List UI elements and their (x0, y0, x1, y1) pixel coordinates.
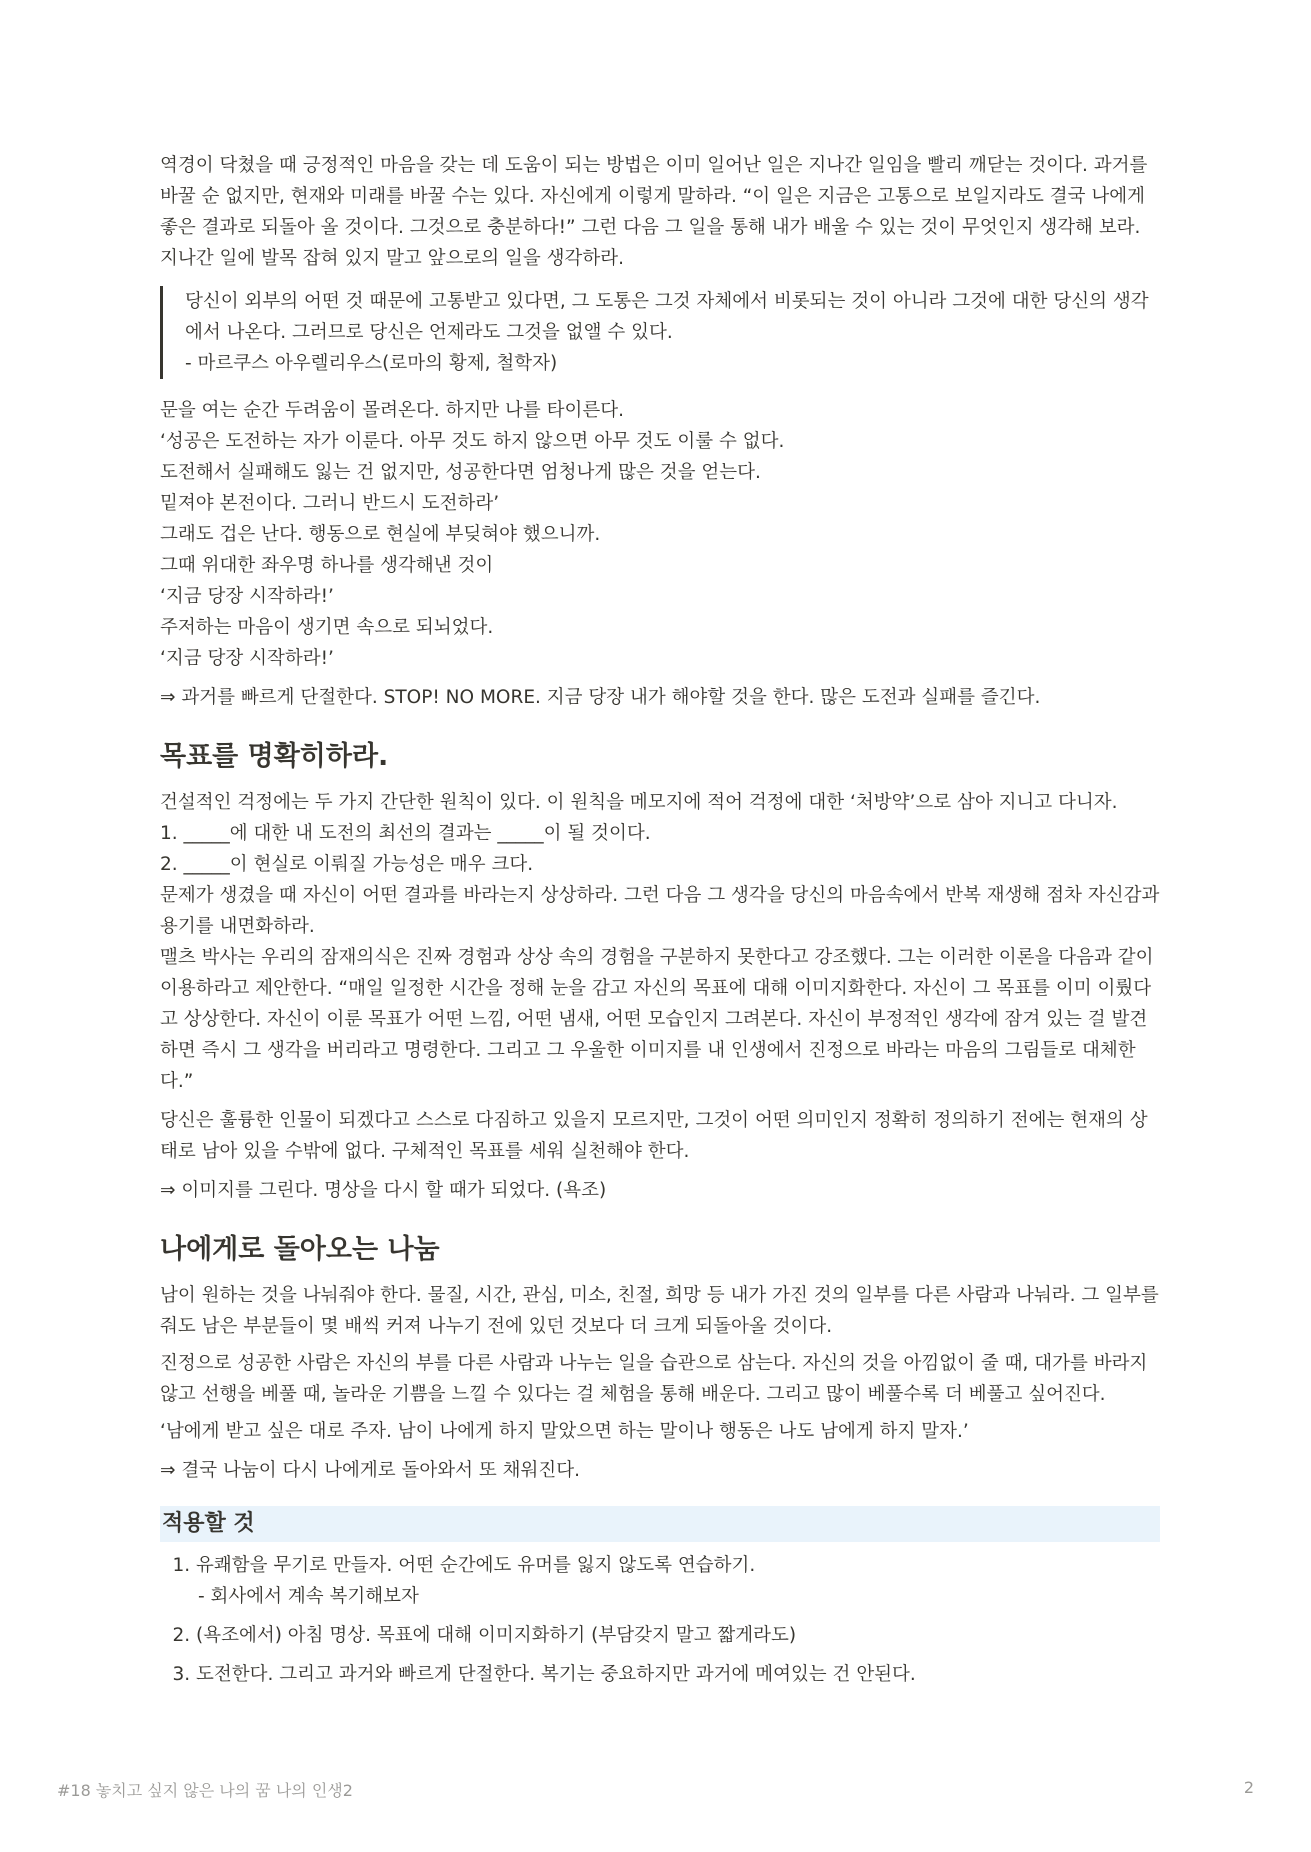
sharing-paragraph-3: ‘남에게 받고 싶은 대로 주자. 남이 나에게 하지 말았으면 하는 말이나 행동은 나도 남에게 하지 말자.’ (160, 1421, 969, 1442)
text-line: ‘지금 당장 시작하라!’ (160, 648, 334, 669)
text-line: 1. _____에 대한 내 도전의 최선의 결과는 _____이 될 것이다. (160, 823, 651, 844)
text-line: 도전해서 실패해도 잃는 건 없지만, 성공한다면 엄청나게 많은 것을 얻는다. (160, 462, 761, 483)
goals-lines (160, 787, 1160, 1097)
intro-paragraph: 역경이 닥쳤을 때 긍정적인 마음을 갖는 데 도움이 되는 방법은 이미 일어난 일은 지나간 일임을 빨리 깨닫는 것이다. 과거를 바꿀 순 없지만, 현재와 미래를 바꿀 수는 있다. 자신에게 이렇게 말하라. “이 일은 지금은 고통으로 보일지라도 결국 나에게 좋은 결과로 되돌아 올 것이다. 그것으로 충분하다!” 그런 다음 그 일을 통해 내가 배울 수 있는 것이 무엇인지 생각해 보라. 지나간 일에 발목 잡혀 있지 말고 앞으로의 일을 생각하라. (160, 155, 1148, 269)
text-line: 건설적인 걱정에는 두 가지 간단한 원칙이 있다. 이 원칙을 메모지에 적어 걱정에 대한 ‘처방약’으로 삼아 지니고 다니자. (160, 792, 1118, 813)
intro-conclusion: ⇒ 과거를 빠르게 단절한다. STOP! NO MORE. 지금 당장 내가 해야할 것을 한다. 많은 도전과 실패를 즐긴다. (160, 687, 1041, 708)
list-item-text: (욕조에서) 아침 명상. 목표에 대해 이미지화하기 (부담갖지 말고 짧게라도) (196, 1625, 797, 1646)
list-item (196, 1659, 1160, 1690)
text-line: 그래도 겁은 난다. 행동으로 현실에 부딪혀야 했으니까. (160, 524, 601, 545)
text-line: 그때 위대한 좌우명 하나를 생각해낸 것이 (160, 555, 494, 576)
text-line: ‘성공은 도전하는 자가 이룬다. 아무 것도 하지 않으면 아무 것도 이룰 수 없다. (160, 431, 785, 452)
sharing-paragraph-2: 진정으로 성공한 사람은 자신의 부를 다른 사람과 나누는 일을 습관으로 삼는다. 자신의 것을 아낌없이 줄 때, 대가를 바라지 않고 선행을 베풀 때, 놀라운 기쁨을 느낄 수 있다는 걸 체험을 통해 배운다. 그리고 많이 베풀수록 더 베풀고 싶어진다. (160, 1353, 1148, 1405)
text-line: 맬츠 박사는 우리의 잠재의식은 진짜 경험과 상상 속의 경험을 구분하지 못한다고 강조했다. 그는 이러한 이론을 다음과 같이 이용하라고 제안한다. “매일 일정한 시간을 정해 눈을 감고 자신의 목표에 대해 이미지화한다. 자신이 그 목표를 이미 이뤘다고 상상한다. 자신이 이룬 목표가 어떤 느낌, 어떤 냄새, 어떤 모습인지 그려본다. 자신이 부정적인 생각에 잠겨 있는 걸 발견하면 즉시 그 생각을 버리라고 명령한다. 그리고 그 우울한 이미지를 내 인생에서 진정으로 바라는 마음의 그림들로 대체한다.” (160, 947, 1154, 1092)
text-line: 2. _____이 현실로 이뤄질 가능성은 매우 크다. (160, 854, 534, 875)
heading-sharing: 나에게로 돌아오는 나눔 (160, 1234, 440, 1265)
list-item (196, 1550, 1160, 1612)
text-line: 문제가 생겼을 때 자신이 어떤 결과를 바라는지 상상하라. 그런 다음 그 생각을 당신의 마음속에서 반복 재생해 점차 자신감과 용기를 내면화하라. (160, 885, 1160, 937)
sharing-conclusion: ⇒ 결국 나눔이 다시 나에게로 돌아와서 또 채워진다. (160, 1460, 580, 1481)
blockquote (160, 286, 1160, 379)
goals-paragraph: 당신은 훌륭한 인물이 되겠다고 스스로 다짐하고 있을지 모르지만, 그것이 어떤 의미인지 정확히 정의하기 전에는 현재의 상태로 남아 있을 수밖에 없다. 구체적인 목표를 세워 실천해야 한다. (160, 1110, 1148, 1162)
sharing-paragraph-1: 남이 원하는 것을 나눠줘야 한다. 물질, 시간, 관심, 미소, 친절, 희망 등 내가 가진 것의 일부를 다른 사람과 나눠라. 그 일부를 줘도 남은 부분들이 몇 배씩 커져 나누기 전에 있던 것보다 더 크게 되돌아올 것이다. (160, 1285, 1159, 1337)
text-line: 밑져야 본전이다. 그러니 반드시 도전하라’ (160, 493, 500, 514)
intro-lines (160, 395, 1160, 674)
list-item (196, 1620, 1160, 1651)
text-line: ‘지금 당장 시작하라!’ (160, 586, 334, 607)
text-line: 문을 여는 순간 두려움이 몰려온다. 하지만 나를 타이른다. (160, 400, 624, 421)
text-line: 주저하는 마음이 생기면 속으로 되뇌었다. (160, 617, 494, 638)
page-footer (57, 1778, 1254, 1801)
list-item-subtext: - 회사에서 계속 복기해보자 (198, 1586, 419, 1607)
list-item-text: 유쾌함을 무기로 만들자. 어떤 순간에도 유머를 잃지 않도록 연습하기. (196, 1555, 756, 1576)
heading-apply: 적용할 것 (160, 1506, 1160, 1542)
footer-title: #18 놓치고 싶지 않은 나의 꿈 나의 인생2 (57, 1781, 353, 1800)
list-item-text: 도전한다. 그리고 과거와 빠르게 단절한다. 복기는 중요하지만 과거에 메여있는 건 안된다. (196, 1664, 916, 1685)
quote-text: 당신이 외부의 어떤 것 때문에 고통받고 있다면, 그 도통은 그것 자체에서 비롯되는 것이 아니라 그것에 대한 당신의 생각에서 나온다. 그러므로 당신은 언제라도 그것을 없앨 수 있다. (185, 291, 1149, 343)
goals-conclusion: ⇒ 이미지를 그린다. 명상을 다시 할 때가 되었다. (욕조) (160, 1180, 607, 1201)
apply-list (160, 1550, 1160, 1690)
quote-author: - 마르쿠스 아우렐리우스(로마의 황제, 철학자) (185, 353, 558, 374)
heading-goals: 목표를 명확히하라. (160, 741, 389, 772)
page-number: 2 (1243, 1778, 1254, 1797)
document-body (160, 150, 1160, 1698)
